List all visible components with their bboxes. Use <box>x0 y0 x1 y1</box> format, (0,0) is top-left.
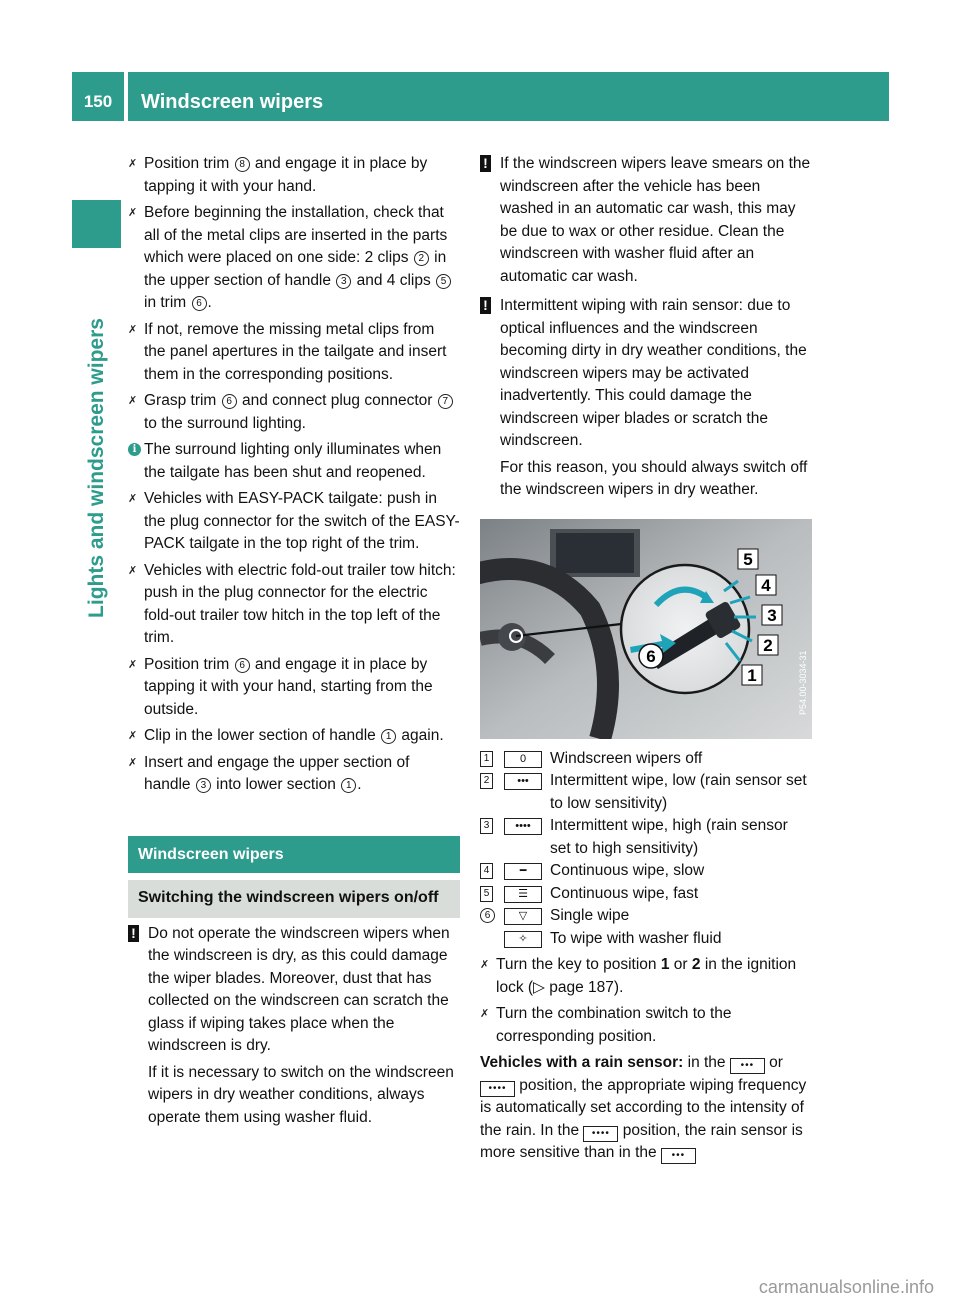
instruction-step: ✗ Before beginning the installation, check that all of the metal clips are inserted in the parts which were placed on one side: 2 clips 2 in the upper section of handle 3 and 4 clips 5 in trim 6 . <box>128 202 460 315</box>
instruction-step: ✗ Position trim 6 and engage it in place by tapping it with your hand, starting from the outside. <box>128 655 433 718</box>
warning-note: ! Intermittent wiping with rain sensor: due to optical influences and the windscreen becoming dirty in dry weather conditions, the windscreen wipers may be activated inadvertently. This could damage the windscreen wiper blades or scratch the windscreen. For this reason, you should always switch off the windscreen wipers in dry weather. <box>480 295 812 502</box>
instruction-step: ✗ Vehicles with electric fold-out trailer tow hitch: push in the plug connector for the electric fold-out trailer tow hitch in the top left of the trim. <box>128 561 456 646</box>
callout-label: 2 <box>763 635 773 655</box>
legend-item: 2 ••• Intermittent wipe, low (rain sensor set to low sensitivity) <box>480 770 812 815</box>
page-title: Windscreen wipers <box>141 91 324 113</box>
watermark-url: carmanualsonline.info <box>758 1276 934 1297</box>
legend-item: ✧ To wipe with washer fluid <box>480 928 812 951</box>
legend-item: 6 ▽ Single wipe <box>480 905 812 928</box>
legend-item: 4 ━ Continuous wipe, slow <box>480 860 812 883</box>
chapter-tab-label: Lights and windscreen wipers <box>84 318 108 618</box>
instruction-step: ✗ If not, remove the missing metal clips from the panel apertures in the tailgate and insert them in the corresponding positions. <box>128 320 447 383</box>
left-column <box>128 153 460 1136</box>
header-divider <box>124 72 128 121</box>
callout-label: 3 <box>767 605 777 625</box>
combination-switch-illustration <box>480 519 812 739</box>
legend-item: 5 ☰ Continuous wipe, fast <box>480 883 812 906</box>
instruction-step: ✗ Clip in the lower section of handle 1 again. <box>128 727 444 744</box>
instruction-step: ✗ Turn the combination switch to the corresponding position. <box>480 1005 732 1045</box>
callout-label: 6 <box>646 646 656 666</box>
section-heading: Windscreen wipers <box>128 836 460 873</box>
combination-switch-photo <box>480 519 812 739</box>
right-column <box>480 153 812 1165</box>
instruction-step: ✗ Position trim 8 and engage it in place by tapping it with your hand. <box>128 155 428 195</box>
legend-item: 3 •••• Intermittent wipe, high (rain sensor set to high sensitivity) <box>480 815 812 860</box>
page-number: 150 <box>83 92 113 111</box>
warning-icon: ! <box>480 297 491 314</box>
warning-icon: ! <box>128 925 139 942</box>
instruction-step: ✗ Vehicles with EASY-PACK tailgate: push in the plug connector for the switch of the EASY-PACK tailgate in the top right of the trim. <box>128 490 460 552</box>
instruction-step: ✗ Insert and engage the upper section of handle 3 into lower section 1 . <box>128 753 410 793</box>
callout-label: 1 <box>747 665 757 685</box>
subsection-heading: Switching the windscreen wipers on/off <box>128 880 460 918</box>
info-icon: i <box>128 443 141 456</box>
chapter-tab-marker <box>72 200 121 248</box>
info-note: i The surround lighting only illuminates when the tailgate has been shut and reopened. <box>128 439 460 484</box>
callout-label: 4 <box>761 575 771 595</box>
warning-note: ! Do not operate the windscreen wipers when the windscreen is dry, as this could damage the wiper blades. Moreover, dust that has collected on the windscreen can scratch the glass if wiping takes place when the windscreen is dry. If it is necessary to switch on the windscreen wipers in dry weather conditions, always operate them using washer fluid. <box>128 923 460 1130</box>
rain-sensor-paragraph: Vehicles with a rain sensor: in the ••• or •••• position, the appropriate wiping frequency is automatically set according to the intensity of the rain. In the •••• position, the rain sensor is more sensitive than in the ••• <box>480 1052 812 1165</box>
figure-code: P54.00-3034-31 <box>798 649 808 715</box>
instruction-step: ✗ Grasp trim 6 and connect plug connector 7 to the surround lighting. <box>128 390 460 435</box>
warning-note: ! If the windscreen wipers leave smears on the windscreen after the vehicle has been washed in an automatic car wash, this may be due to wax or other residue. Clean the windscreen with washer fluid after an automatic car wash. <box>480 153 812 288</box>
instruction-step: ✗ Turn the key to position 1 or 2 in the ignition lock (▷ page 187). <box>480 956 797 996</box>
callout-label: 5 <box>743 549 753 569</box>
warning-icon: ! <box>480 155 491 172</box>
legend-item: 1 0 Windscreen wipers off <box>480 748 812 771</box>
